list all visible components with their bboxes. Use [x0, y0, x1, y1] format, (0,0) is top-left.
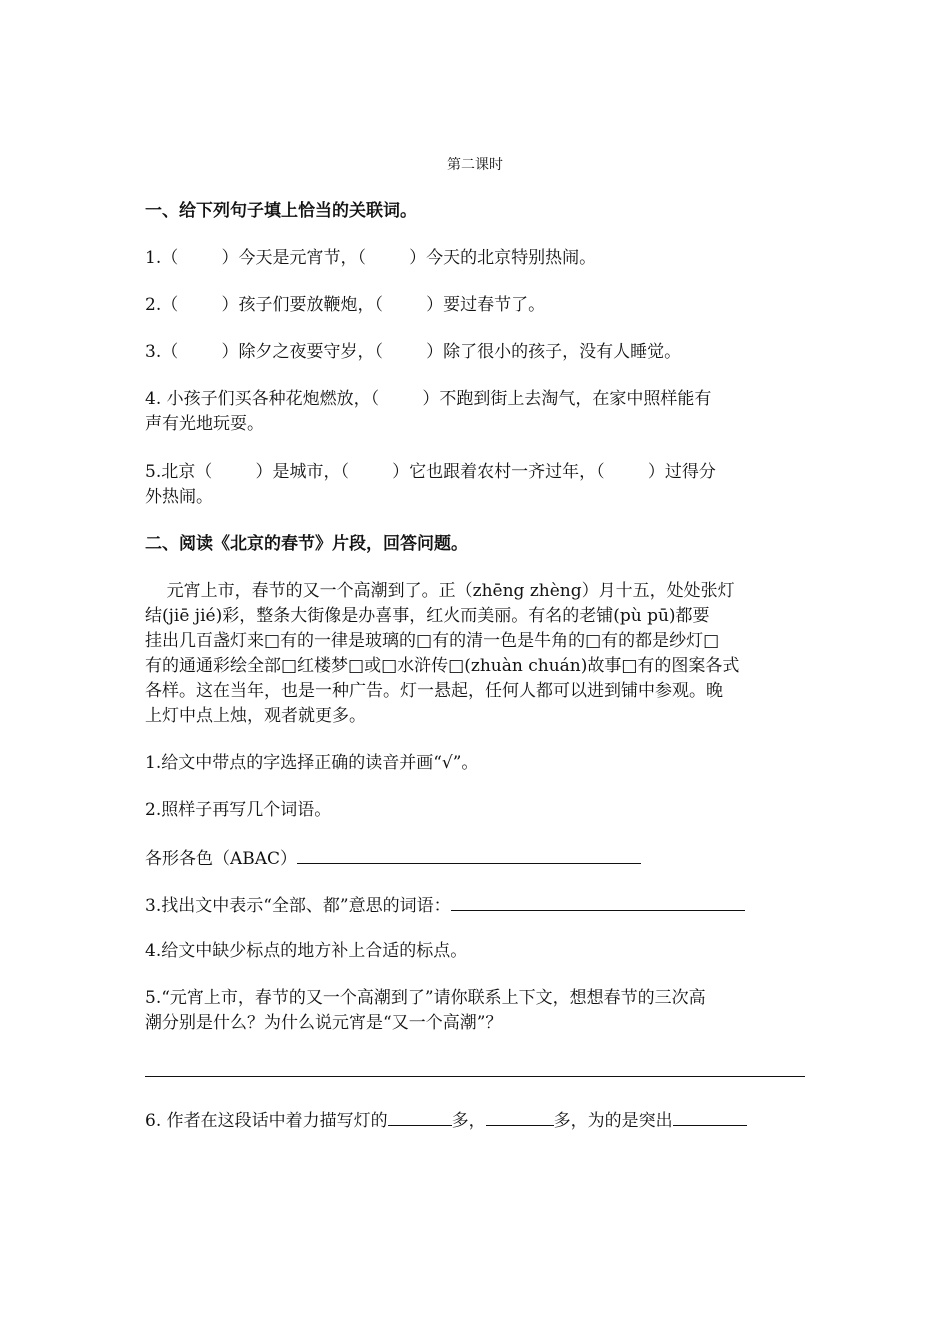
answer-blank-q6-3[interactable]	[673, 1107, 747, 1126]
question-3: 3.找出文中表示“全部、都”意思的词语：	[145, 896, 451, 916]
section-1-item-4: 4. 小孩子们买各种花炮燃放，（ ）不跑到街上去淘气，在家中照样能有	[145, 389, 712, 409]
section-1-item-1: 1.（ ）今天是元宵节，（ ）今天的北京特别热闹。	[145, 248, 597, 268]
section-1-item-5-cont: 外热闹。	[145, 487, 213, 507]
answer-blank-q6-2[interactable]	[486, 1107, 554, 1126]
question-5-line-2: 潮分别是什么？为什么说元宵是“又一个高潮”？	[145, 1013, 503, 1033]
section-1-item-5: 5.北京（ ）是城市，（ ）它也跟着农村一齐过年，（ ）过得分	[145, 462, 716, 482]
question-4: 4.给文中缺少标点的地方补上合适的标点。	[145, 941, 468, 961]
section-2-heading: 二、阅读《北京的春节》片段，回答问题。	[145, 534, 468, 554]
section-1-heading: 一、给下列句子填上恰当的关联词。	[145, 201, 417, 221]
answer-blank-q3[interactable]	[451, 892, 745, 911]
question-1: 1.给文中带点的字选择正确的读音并画“√”。	[145, 753, 479, 773]
passage-line-4: 有的通通彩绘全部□红楼梦□或□水浒传□(zhuàn chuán)故事□有的图案各式	[145, 656, 740, 676]
question-2-example: 各形各色（ABAC）	[145, 849, 298, 869]
passage-line-5: 各样。这在当年，也是一种广告。灯一悬起，任何人都可以进到铺中参观。晚	[145, 681, 723, 701]
section-1-item-3: 3.（ ）除夕之夜要守岁，（ ）除了很小的孩子，没有人睡觉。	[145, 342, 682, 362]
question-6-row	[145, 1107, 805, 1134]
question-5-line-1: 5.“元宵上市，春节的又一个高潮到了”请你联系上下文，想想春节的三次高	[145, 988, 706, 1008]
section-1-item-4-cont: 声有光地玩耍。	[145, 414, 264, 434]
answer-blank-q2[interactable]	[297, 845, 641, 864]
passage-line-6: 上灯中点上烛，观者就更多。	[145, 706, 366, 726]
question-6-part-1: 6. 作者在这段话中着力描写灯的	[145, 1111, 388, 1131]
passage-line-2: 结(jiē jié)彩，整条大街像是办喜事，红火而美丽。有名的老铺(pù pū)都要	[145, 606, 710, 626]
passage-line-1: 元宵上市，春节的又一个高潮到了。正（zhēng zhèng）月十五，处处张灯	[145, 581, 735, 601]
question-3-row	[145, 892, 805, 919]
question-2: 2.照样子再写几个词语。	[145, 800, 332, 820]
page-title: 第二课时	[447, 157, 503, 173]
question-6-part-2: 多，	[451, 1111, 486, 1131]
question-2-example-row	[145, 845, 805, 872]
question-6-part-3: 多，为的是突出	[553, 1111, 673, 1131]
section-1-item-2: 2.（ ）孩子们要放鞭炮，（ ）要过春节了。	[145, 295, 546, 315]
passage-line-3: 挂出几百盏灯来□有的一律是玻璃的□有的清一色是牛角的□有的都是纱灯□	[145, 631, 720, 651]
answer-line-q5[interactable]	[145, 1076, 805, 1077]
answer-blank-q6-1[interactable]	[388, 1107, 452, 1126]
